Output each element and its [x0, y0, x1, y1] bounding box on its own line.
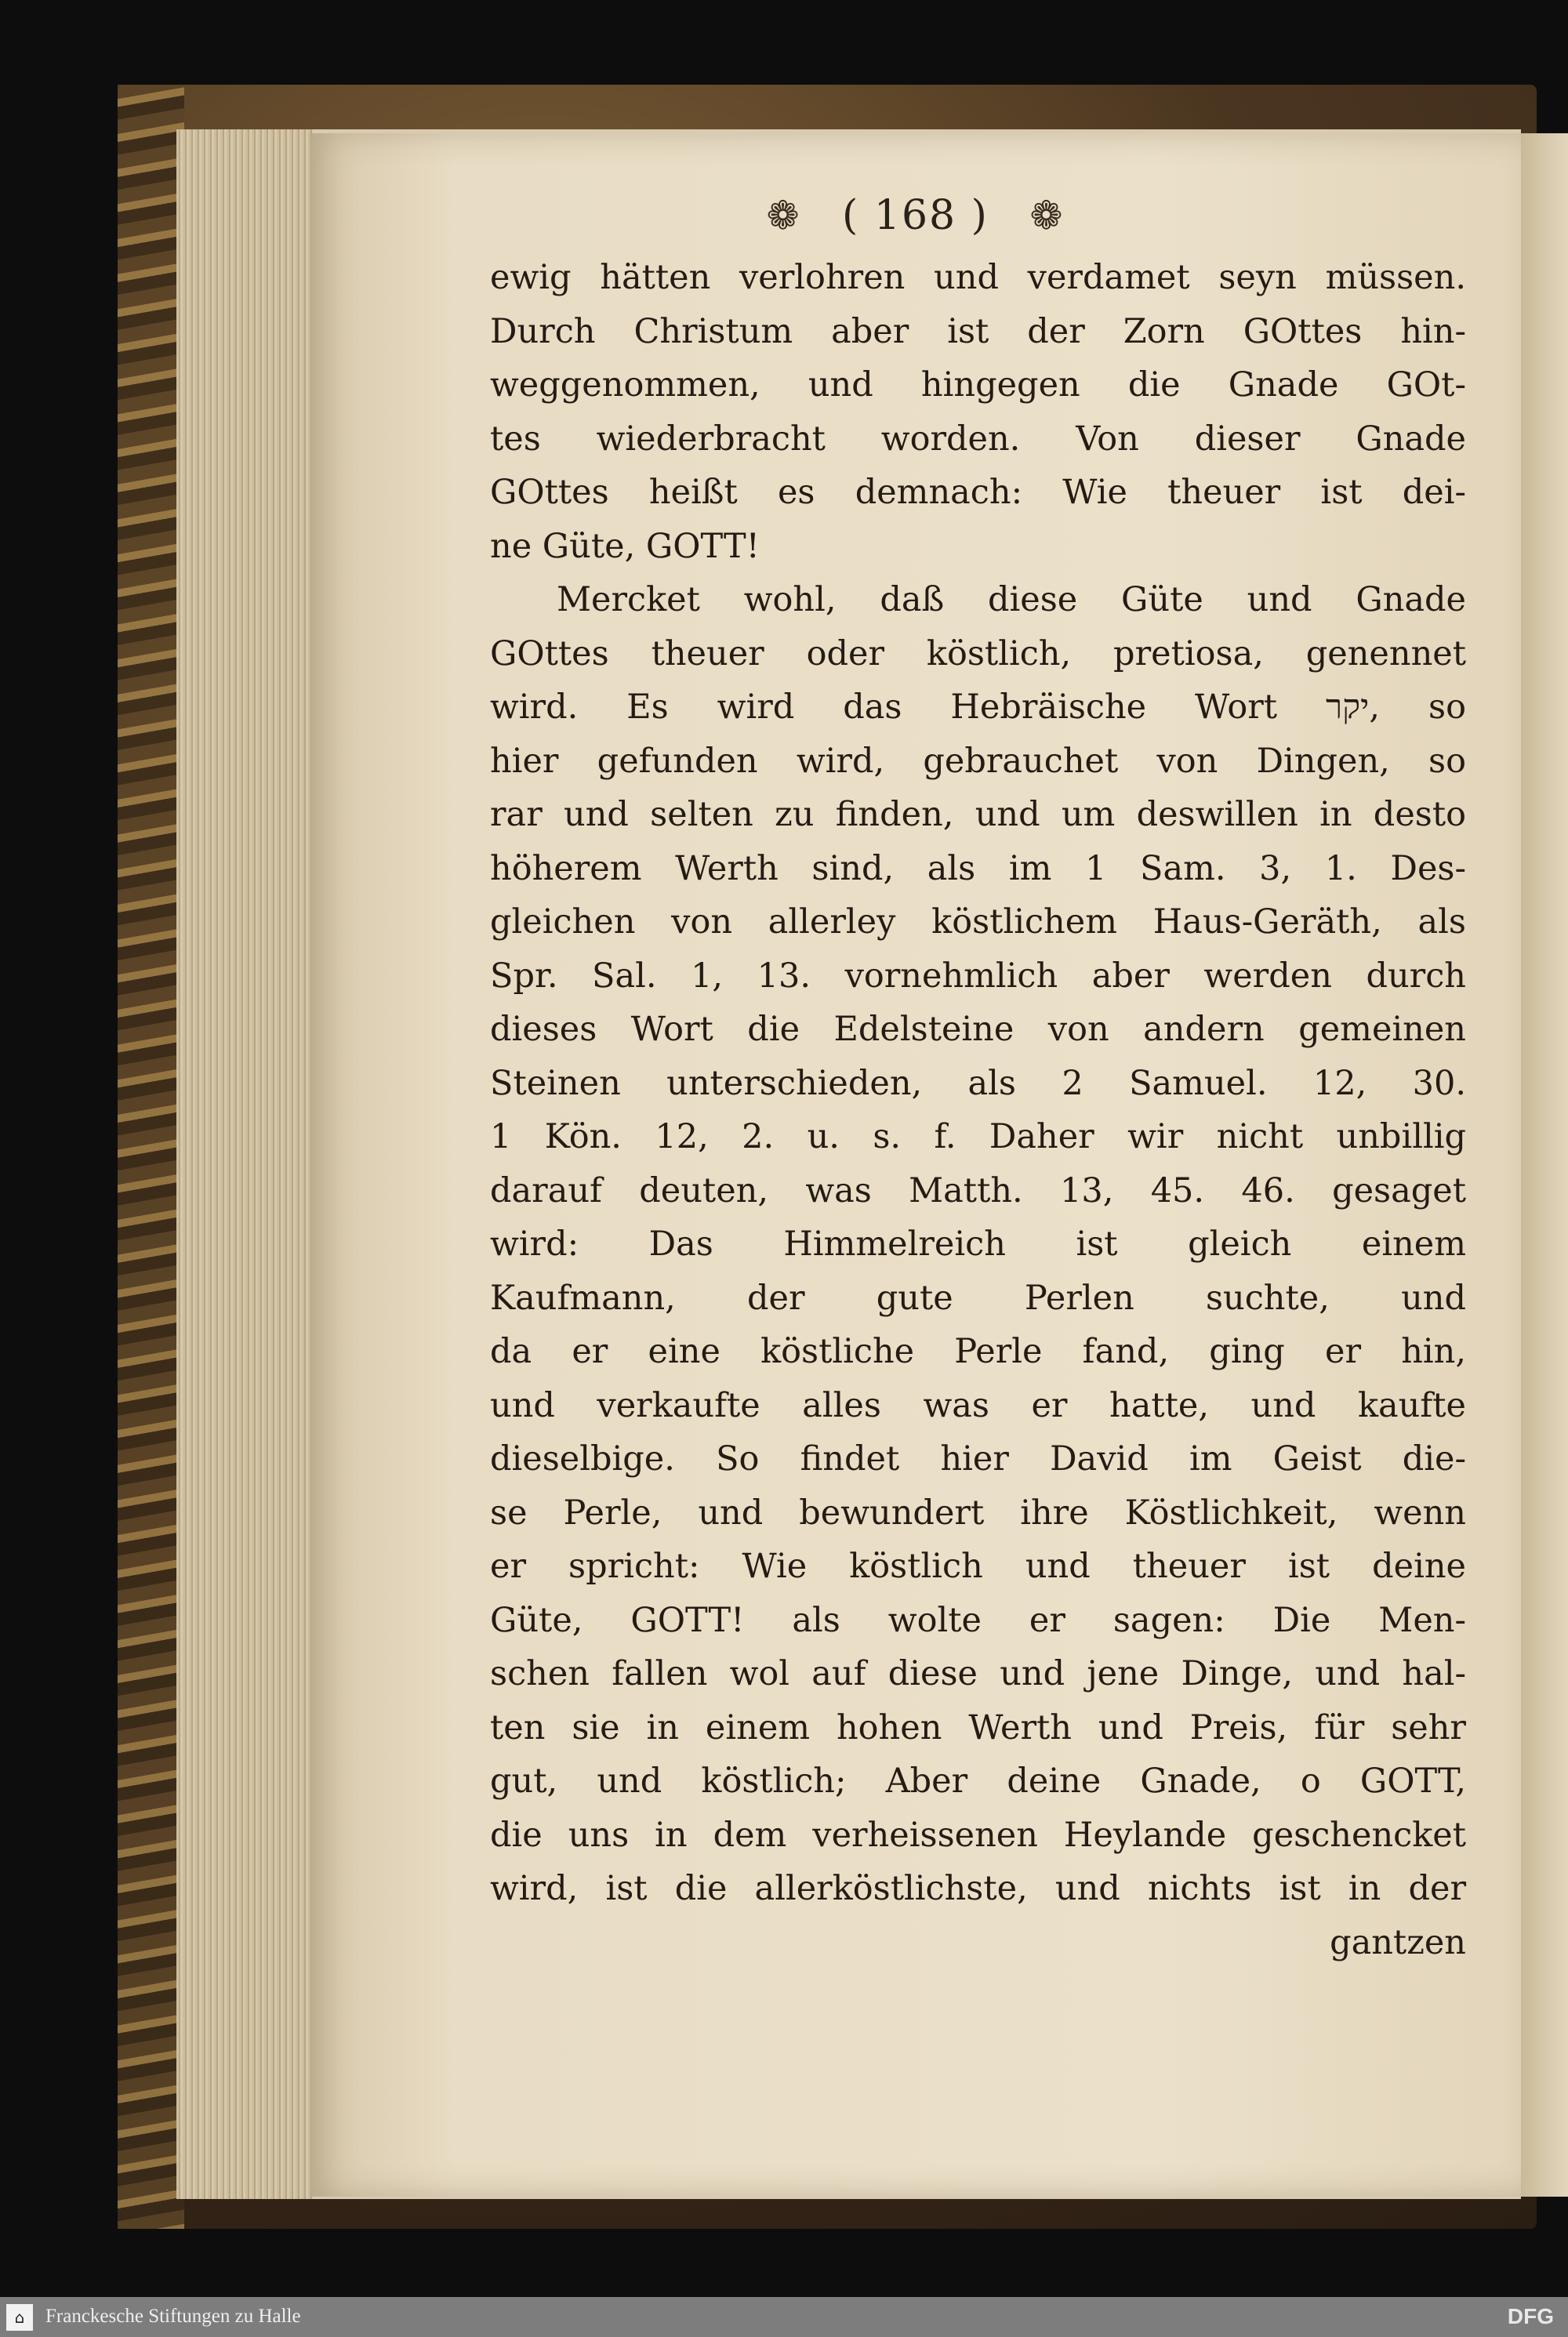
text-line: wird. Es wird das Hebräische Wort יקר, so [490, 688, 1466, 727]
text-line: dieses Wort die Edelsteine von andern gemeinen [490, 1010, 1466, 1049]
page-number: ( 168 ) [842, 192, 989, 239]
page-text [490, 251, 1466, 1969]
text-line: weggenommen, und hingegen die Gnade GOt- [490, 365, 1466, 405]
catchword: gantzen [1330, 1922, 1466, 1962]
text-line: Spr. Sal. 1, 13. vornehmlich aber werden durch [490, 956, 1466, 996]
page-edges [176, 129, 314, 2199]
text-line: Kaufmann, der gute Perlen suchte, und [490, 1278, 1466, 1318]
text-line: tes wiederbracht worden. Von dieser Gnade [490, 419, 1466, 459]
dfg-logo: DFG [1507, 2304, 1554, 2328]
text-line: die uns in dem verheissenen Heylande geschencket [490, 1815, 1466, 1855]
text-line: GOttes theuer oder köstlich, pretiosa, genennet [490, 633, 1466, 673]
text-line: und verkaufte alles was er hatte, und kaufte [490, 1385, 1466, 1425]
stiftungen-logo-icon: ⌂ [6, 2304, 33, 2331]
viewer-footer [0, 2297, 1568, 2337]
institution-name: Franckesche Stiftungen zu Halle [45, 2306, 301, 2327]
text-line: hier gefunden wird, gebrauchet von Dingen, so [490, 741, 1466, 781]
text-line: Güte, GOTT! als wolte er sagen: Die Men- [490, 1600, 1466, 1640]
text-line: darauf deuten, was Matth. 13, 45. 46. gesaget [490, 1170, 1466, 1210]
text-line: da er eine köstliche Perle fand, ging er hin, [490, 1332, 1466, 1371]
text-line: wird, ist die allerköstlichste, und nichts ist in der [490, 1869, 1466, 1908]
text-line: ten sie in einem hohen Werth und Preis, für sehr [490, 1707, 1466, 1747]
text-line: gleichen von allerley köstlichem Haus-Geräth, als [490, 902, 1466, 942]
text-line: ewig hätten verlohren und verdamet seyn müssen. [490, 258, 1466, 297]
text-line: dieselbige. So findet hier David im Geist die- [490, 1439, 1466, 1479]
text-line: schen fallen wol auf diese und jene Dinge, und hal- [490, 1654, 1466, 1693]
text-line: GOttes heißt es demnach: Wie theuer ist dei- [490, 473, 1466, 512]
text-line: gut, und köstlich; Aber deine Gnade, o GOTT, [490, 1762, 1466, 1801]
text-line: Mercket wohl, daß diese Güte und Gnade [557, 580, 1466, 619]
text-line: Steinen unterschieden, als 2 Samuel. 12, 30. [490, 1063, 1466, 1103]
text-line: se Perle, und bewundert ihre Köstlichkeit, wenn [490, 1493, 1466, 1533]
text-line: höherem Werth sind, als im 1 Sam. 3, 1. Des- [490, 848, 1466, 888]
text-line: rar und selten zu finden, und um deswillen in desto [490, 795, 1466, 834]
text-line: er spricht: Wie köstlich und theuer ist deine [490, 1547, 1466, 1586]
text-line: wird: Das Himmelreich ist gleich einem [490, 1225, 1466, 1264]
facing-page-edge [1521, 133, 1568, 2197]
ornament-right-icon: ❁ [1029, 193, 1065, 238]
page-header [310, 192, 1521, 239]
marbled-cover-edge [118, 85, 184, 2229]
text-line: 1 Kön. 12, 2. u. s. f. Daher wir nicht unbillig [490, 1117, 1466, 1156]
ornament-left-icon: ❁ [766, 193, 801, 238]
text-line: Durch Christum aber ist der Zorn GOttes hin- [490, 311, 1466, 351]
text-line: ne Güte, GOTT! [490, 526, 760, 566]
